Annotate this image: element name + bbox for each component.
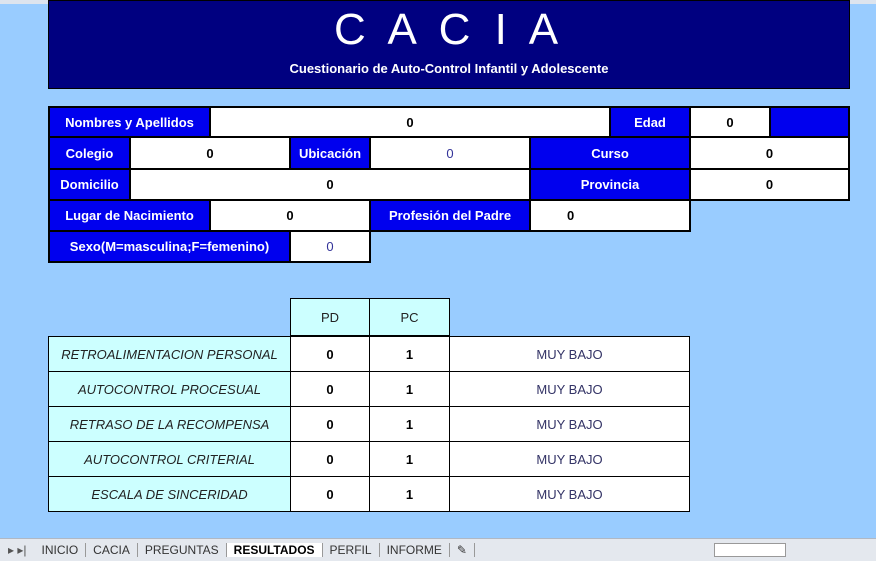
curso-field[interactable]: 0 xyxy=(689,136,850,170)
scale-name: RETRASO DE LA RECOMPENSA xyxy=(48,406,291,442)
edad-field[interactable]: 0 xyxy=(689,106,771,138)
scale-name: RETROALIMENTACION PERSONAL xyxy=(48,336,291,372)
domicilio-label: Domicilio xyxy=(48,168,131,201)
pc-value: 1 xyxy=(369,336,450,372)
profesion-label: Profesión del Padre xyxy=(369,199,531,232)
colegio-label: Colegio xyxy=(48,136,131,170)
domicilio-field[interactable]: 0 xyxy=(129,168,531,201)
pd-header: PD xyxy=(290,298,370,336)
pd-value: 0 xyxy=(290,476,370,512)
lugar-field[interactable]: 0 xyxy=(209,199,371,232)
level-value: MUY BAJO xyxy=(449,336,690,372)
curso-label: Curso xyxy=(529,136,691,170)
tab-cacia[interactable]: CACIA xyxy=(86,543,138,557)
pd-value: 0 xyxy=(290,441,370,477)
profesion-field[interactable]: 0 xyxy=(529,199,691,232)
pc-value: 1 xyxy=(369,441,450,477)
pd-value: 0 xyxy=(290,336,370,372)
pc-value: 1 xyxy=(369,371,450,407)
tab-scroll-icon[interactable]: ▸ ▸| xyxy=(8,543,27,557)
title-banner xyxy=(48,0,850,89)
pd-value: 0 xyxy=(290,371,370,407)
pc-value: 1 xyxy=(369,476,450,512)
edad-label: Edad xyxy=(609,106,691,138)
ubicacion-label: Ubicación xyxy=(289,136,371,170)
provincia-label: Provincia xyxy=(529,168,691,201)
sexo-field[interactable]: 0 xyxy=(289,230,371,263)
edad-unit-cell xyxy=(769,106,850,138)
level-value: MUY BAJO xyxy=(449,476,690,512)
scale-name: AUTOCONTROL CRITERIAL xyxy=(48,441,291,477)
sexo-label: Sexo(M=masculina;F=femenino) xyxy=(48,230,291,263)
nombres-label: Nombres y Apellidos xyxy=(48,106,211,138)
sheet-tab-bar xyxy=(0,538,876,561)
app-subtitle: Cuestionario de Auto-Control Infantil y Adolescente xyxy=(289,61,609,76)
pd-value: 0 xyxy=(290,406,370,442)
nombres-field[interactable]: 0 xyxy=(209,106,611,138)
level-value: MUY BAJO xyxy=(449,441,690,477)
insert-sheet-icon[interactable]: ✎ xyxy=(450,543,475,557)
scale-name: ESCALA DE SINCERIDAD xyxy=(48,476,291,512)
provincia-field[interactable]: 0 xyxy=(689,168,850,201)
tab-informe[interactable]: INFORME xyxy=(380,543,450,557)
scale-name: AUTOCONTROL PROCESUAL xyxy=(48,371,291,407)
ubicacion-field[interactable]: 0 xyxy=(369,136,531,170)
horizontal-scrollbar[interactable] xyxy=(714,543,786,557)
pc-header: PC xyxy=(369,298,450,336)
tab-inicio[interactable]: INICIO xyxy=(35,543,87,557)
tab-perfil[interactable]: PERFIL xyxy=(323,543,380,557)
level-value: MUY BAJO xyxy=(449,406,690,442)
tab-preguntas[interactable]: PREGUNTAS xyxy=(138,543,227,557)
lugar-label: Lugar de Nacimiento xyxy=(48,199,211,232)
colegio-field[interactable]: 0 xyxy=(129,136,291,170)
pc-value: 1 xyxy=(369,406,450,442)
tab-resultados[interactable]: RESULTADOS xyxy=(227,543,323,557)
app-title: C A C I A xyxy=(333,5,565,54)
level-value: MUY BAJO xyxy=(449,371,690,407)
